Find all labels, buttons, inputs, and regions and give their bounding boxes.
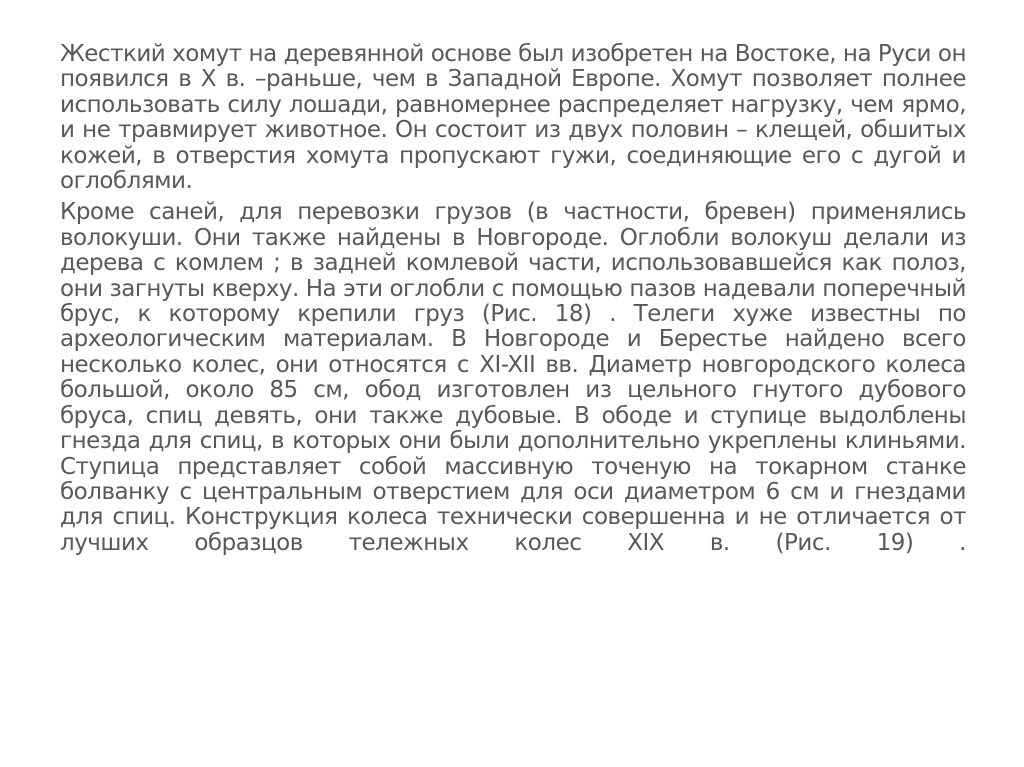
paragraph-horse-collar: Жесткий хомут на деревянной основе был изобретен на Востоке, на Руси он появился в Х в. –раньше, чем в Западной Европе. Хомут позволяет полнее использовать силу лошади, равномернее распределяет нагрузку, чем ярмо, и не травмирует животное. Он состоит из двух половин – клещей, обшитых кожей, в отверстия хомута пропускают гужи, соединяющие его с дугой и оглоблями. (60, 41, 966, 195)
paragraph-sledges-and-wheels: Кроме саней, для перевозки грузов (в частности, бревен) применялись волокуши. Они также найдены в Новгороде. Оглобли волокуш делали из дерева с комлем ; в задней комлевой части, использовавшейся как полоз, они загнуты кверху. На эти оглобли с помощью пазов надевали поперечный брус, к которому крепили груз (Рис. 18) . Телеги хуже известны по археологическим материалам. В Новгороде и Берестье найдено всего несколько колес, они относятся с XI-XII вв. Диаметр новгородского колеса большой, около 85 см, обод изготовлен из цельного гнутого дубового бруса, спиц девять, они также дубовые. В ободе и ступице выдолблены гнезда для спиц, в которых они были дополнительно укреплены клиньями. Ступица представляет собой массивную точеную на токарном станке болванку с центральным отверстием для оси диаметром 6 см и гнездами для спиц. Конструкция колеса технически совершенна и не отличается от лучших образцов тележных колес XIX в. (Рис. 19) . (60, 199, 966, 556)
body-text (60, 42, 966, 556)
